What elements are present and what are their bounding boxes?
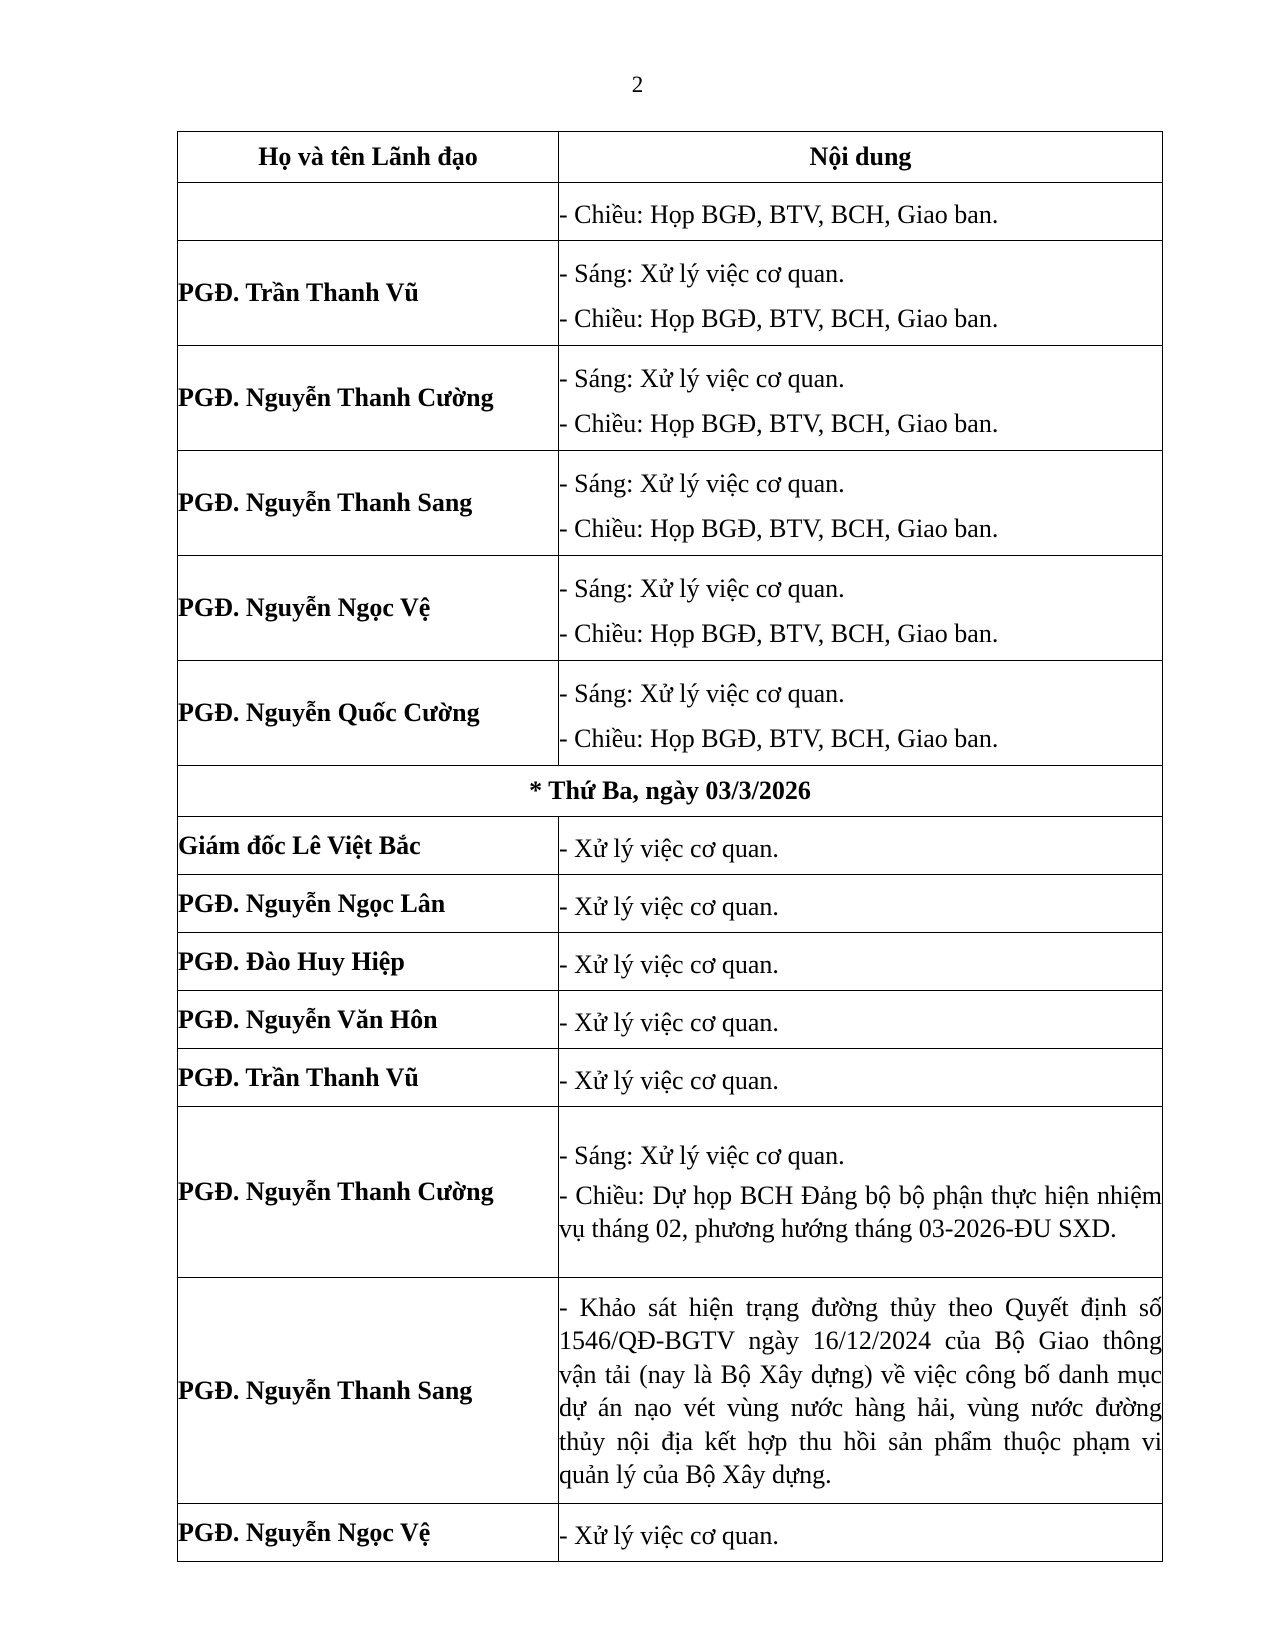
table-row	[178, 1504, 1163, 1562]
content-line: - Xử lý việc cơ quan.	[559, 1521, 779, 1550]
content-paragraph: - Chiều: Dự họp BCH Đảng bộ bộ phận thực hiện nhiệm vụ tháng 02, phương hướng tháng 03-2026-ĐU SXD.	[559, 1180, 1162, 1243]
table-row	[178, 556, 1163, 661]
leader-name-cell: PGĐ. Nguyễn Ngọc Lân	[178, 875, 559, 933]
content-cell	[559, 1049, 1163, 1107]
content-line: - Sáng: Xử lý việc cơ quan.	[559, 574, 845, 603]
table-header-row	[178, 132, 1163, 183]
content-line: - Chiều: Họp BGĐ, BTV, BCH, Giao ban.	[559, 619, 999, 648]
table-row	[178, 183, 1163, 241]
content-line: - Xử lý việc cơ quan.	[559, 834, 779, 863]
content-line: - Xử lý việc cơ quan.	[559, 892, 779, 921]
table-row	[178, 1049, 1163, 1107]
leader-name-cell: PGĐ. Trần Thanh Vũ	[178, 1049, 559, 1107]
content-line: - Sáng: Xử lý việc cơ quan.	[559, 679, 845, 708]
content-cell	[559, 991, 1163, 1049]
content-cell	[559, 1278, 1163, 1504]
content-line: - Xử lý việc cơ quan.	[559, 1066, 779, 1095]
content-line: - Sáng: Xử lý việc cơ quan.	[559, 1140, 845, 1170]
content-cell	[559, 556, 1163, 661]
content-cell	[559, 875, 1163, 933]
content-cell	[559, 1504, 1163, 1562]
table-row	[178, 933, 1163, 991]
leader-name-cell: PGĐ. Nguyễn Thanh Sang	[178, 451, 559, 556]
table-row	[178, 875, 1163, 933]
day-heading-row	[178, 766, 1163, 817]
content-line: - Chiều: Họp BGĐ, BTV, BCH, Giao ban.	[559, 724, 999, 753]
header-content: Nội dung	[559, 132, 1163, 183]
content-line: - Xử lý việc cơ quan.	[559, 1008, 779, 1037]
table-row	[178, 346, 1163, 451]
content-line: - Sáng: Xử lý việc cơ quan.	[559, 364, 845, 393]
table-row	[178, 451, 1163, 556]
content-line: - Chiều: Họp BGĐ, BTV, BCH, Giao ban.	[559, 200, 999, 229]
content-paragraph: - Khảo sát hiện trạng đường thủy theo Quyết định số 1546/QĐ-BGTV ngày 16/12/2024 của Bộ Giao thông vận tải (nay là Bộ Xây dựng) về việc công bố danh mục dự án nạo vét vùng nước hàng hải, vùng nước đường thủy nội địa kết hợp thu hồi sản phẩm thuộc phạm vi quản lý của Bộ Xây dựng.	[559, 1292, 1162, 1489]
content-cell	[559, 183, 1163, 241]
table-row	[178, 661, 1163, 766]
leader-name-cell: PGĐ. Nguyễn Ngọc Vệ	[178, 556, 559, 661]
content-cell	[559, 346, 1163, 451]
leader-name-cell: PGĐ. Nguyễn Thanh Cường	[178, 1107, 559, 1278]
leader-name-cell: PGĐ. Nguyễn Thanh Sang	[178, 1278, 559, 1504]
leader-name-cell: Giám đốc Lê Việt Bắc	[178, 817, 559, 875]
table-row	[178, 817, 1163, 875]
content-line: - Chiều: Họp BGĐ, BTV, BCH, Giao ban.	[559, 514, 999, 543]
leader-name-cell	[178, 183, 559, 241]
content-line: - Chiều: Họp BGĐ, BTV, BCH, Giao ban.	[559, 409, 999, 438]
leader-name-cell: PGĐ. Đào Huy Hiệp	[178, 933, 559, 991]
table-row	[178, 241, 1163, 346]
leader-name-cell: PGĐ. Nguyễn Văn Hôn	[178, 991, 559, 1049]
content-cell	[559, 451, 1163, 556]
leader-name-cell: PGĐ. Nguyễn Thanh Cường	[178, 346, 559, 451]
table-row	[178, 1278, 1163, 1504]
content-cell	[559, 1107, 1163, 1278]
leader-name-cell: PGĐ. Nguyễn Ngọc Vệ	[178, 1504, 559, 1562]
content-line: - Chiều: Họp BGĐ, BTV, BCH, Giao ban.	[559, 304, 999, 333]
table-row	[178, 991, 1163, 1049]
content-line: - Sáng: Xử lý việc cơ quan.	[559, 259, 845, 288]
table-row	[178, 1107, 1163, 1278]
content-cell	[559, 817, 1163, 875]
content-cell	[559, 661, 1163, 766]
content-line: - Xử lý việc cơ quan.	[559, 950, 779, 979]
content-cell	[559, 241, 1163, 346]
leader-name-cell: PGĐ. Trần Thanh Vũ	[178, 241, 559, 346]
day-heading: * Thứ Ba, ngày 03/3/2026	[178, 766, 1163, 817]
content-cell	[559, 933, 1163, 991]
header-leader-name: Họ và tên Lãnh đạo	[178, 132, 559, 183]
schedule-table	[177, 131, 1163, 1562]
content-line: - Sáng: Xử lý việc cơ quan.	[559, 469, 845, 498]
page-number: 2	[631, 72, 644, 97]
leader-name-cell: PGĐ. Nguyễn Quốc Cường	[178, 661, 559, 766]
